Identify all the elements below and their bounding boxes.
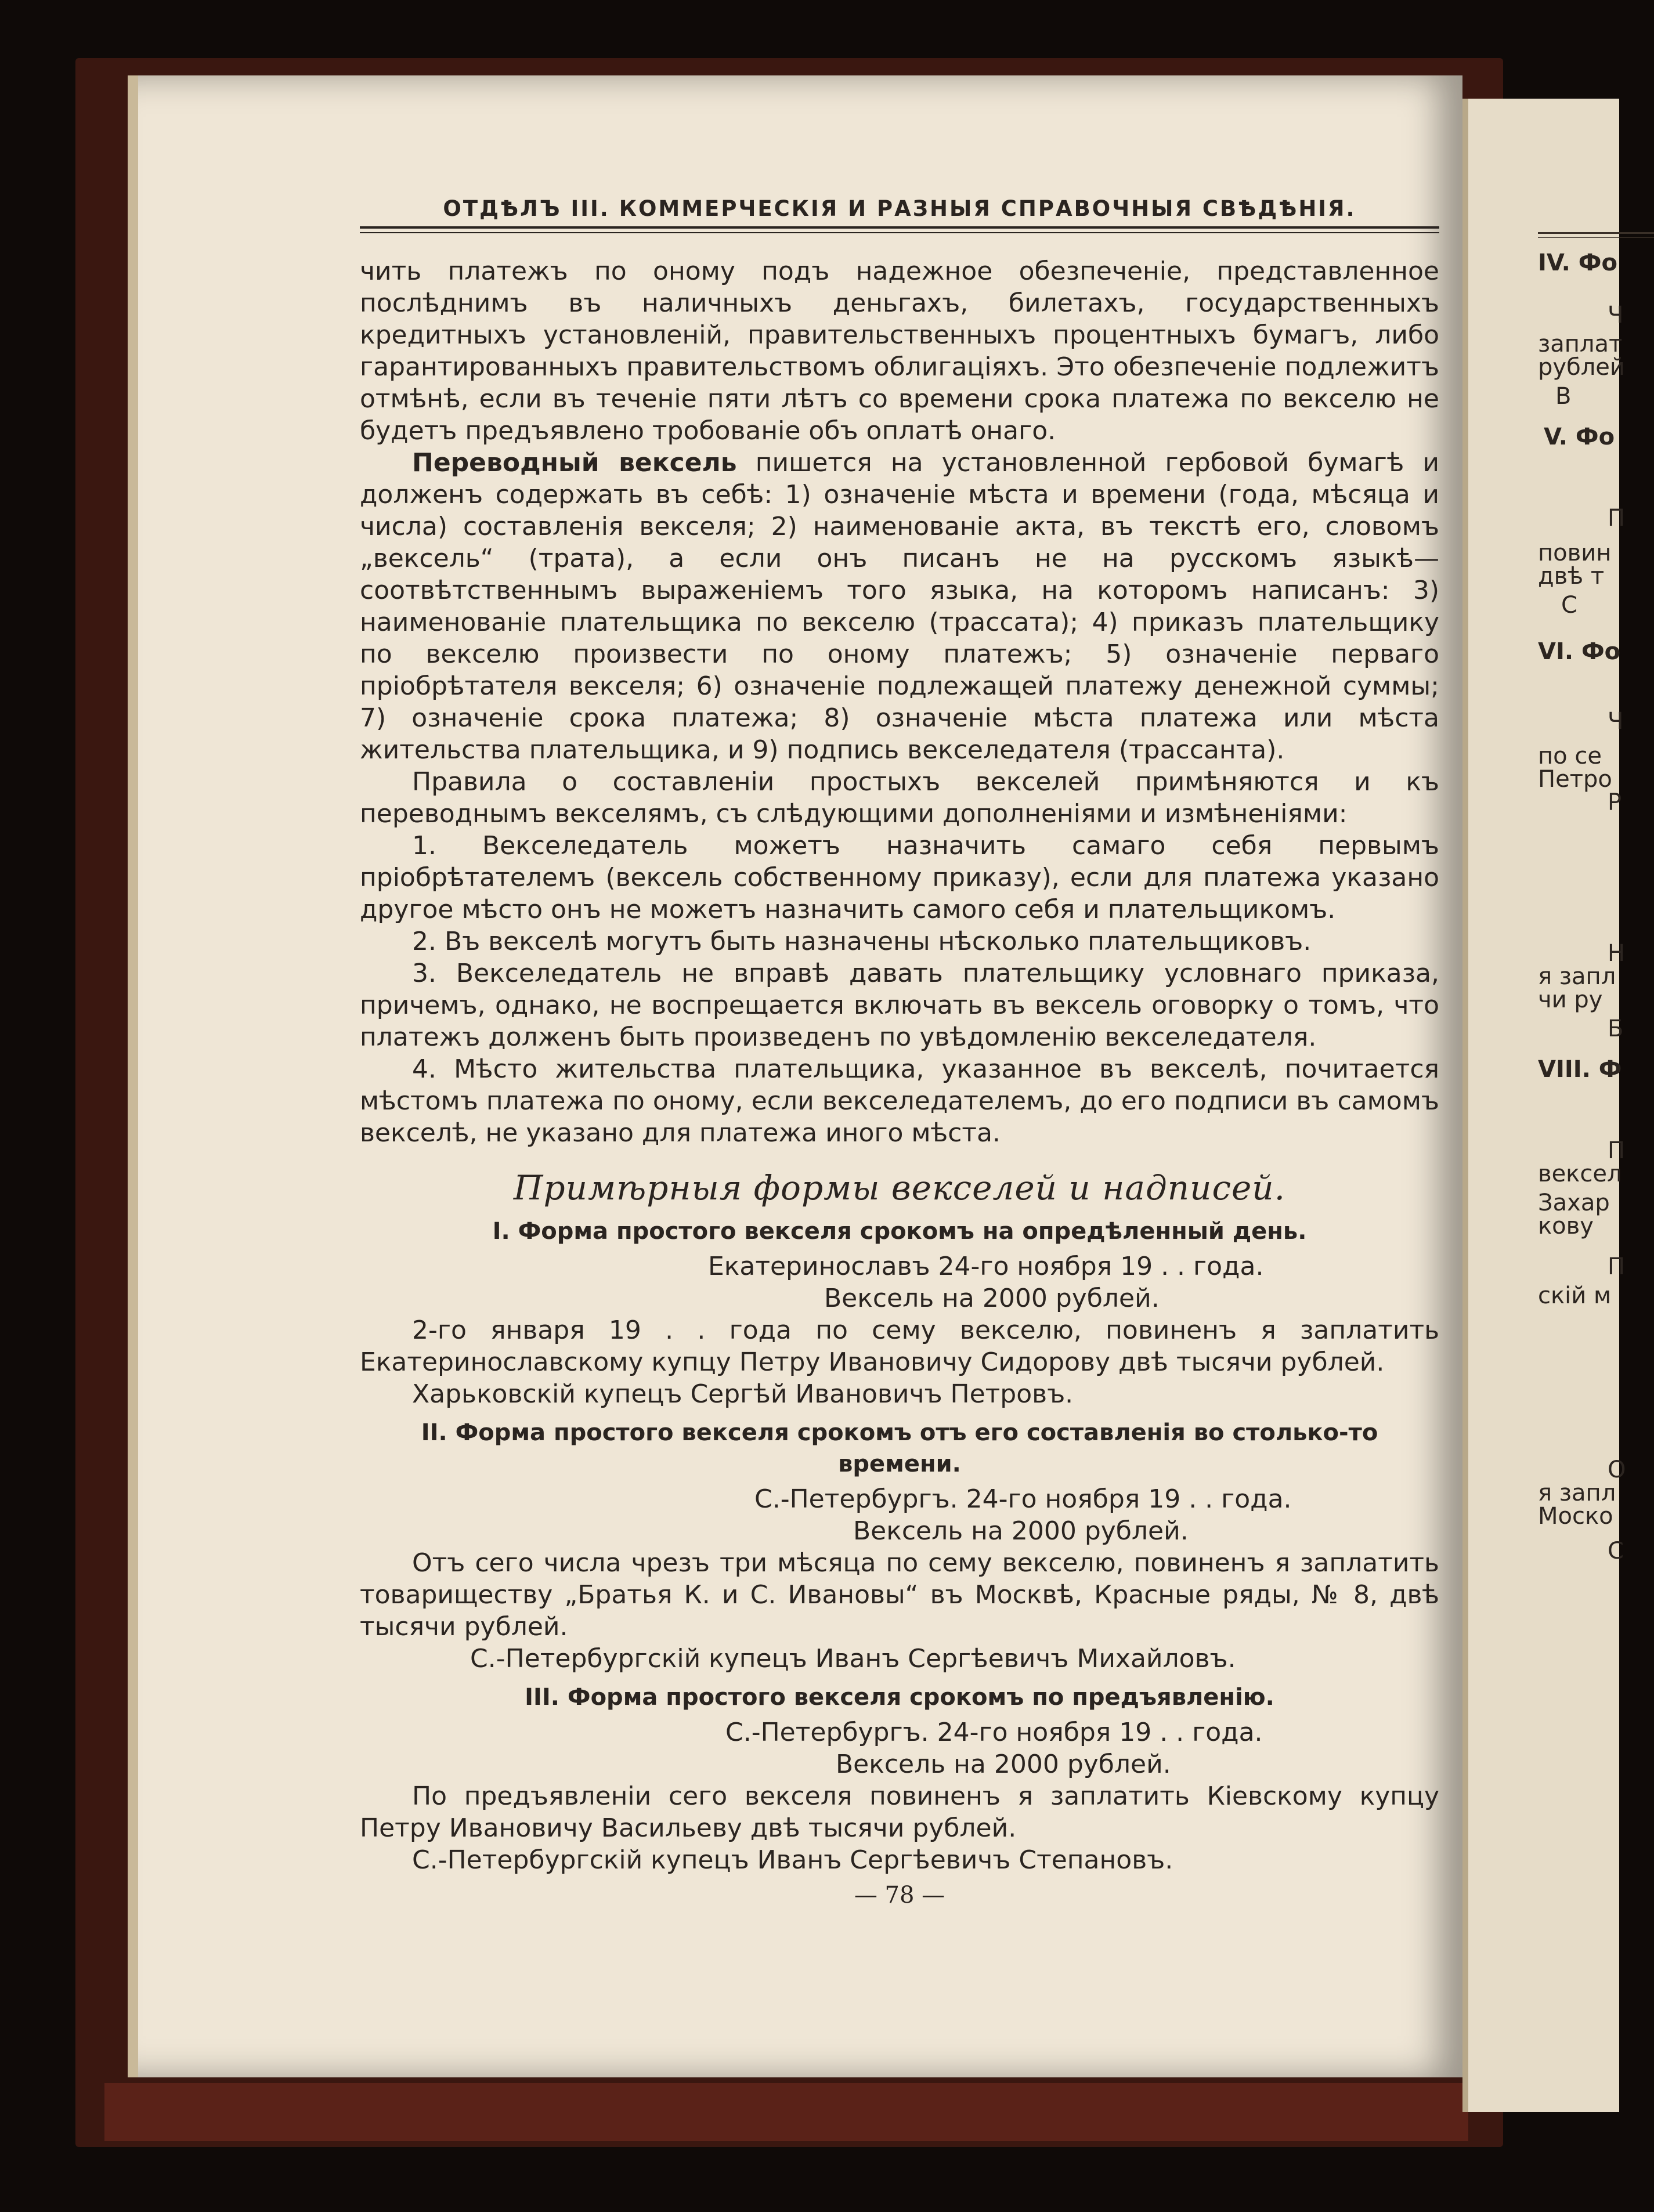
facing-page-fragment: V. Фо: [1544, 424, 1615, 450]
list-item-4: 4. Мѣсто жительства плательщика, указанное въ векселѣ, почитается мѣстомъ платежа по оному, если векселедателемъ, до его подписи въ самомъ векселѣ, не указано для платежа иного мѣста.: [360, 1054, 1439, 1148]
form-1-amount: Вексель на 2000 рублей.: [824, 1284, 1160, 1313]
facing-page-fragment: заплат: [1538, 331, 1623, 357]
facing-page-fragment: VI. Фо: [1538, 638, 1621, 665]
form-3-place-date: С.-Петербургъ. 24-го ноября 19 . . года.: [725, 1718, 1263, 1747]
facing-page-fragment: двѣ т: [1538, 563, 1605, 590]
facing-page-fragment: IV. Фо: [1538, 250, 1617, 276]
facing-page-fragment: чи ру: [1538, 986, 1603, 1013]
section-title: Примѣрныя формы векселей и надписей.: [513, 1168, 1286, 1208]
facing-page-rule: [1538, 232, 1654, 238]
facing-page-fragment: П: [1608, 1253, 1626, 1280]
facing-page-fragment: С: [1561, 592, 1577, 619]
facing-page-fragment: Н: [1608, 940, 1626, 967]
facing-page-fragment: Р: [1608, 789, 1622, 816]
facing-page-fragment: я запл: [1538, 1480, 1616, 1506]
list-item-1: 1. Векселедатель можетъ назначить самаго себя первымъ пріобрѣтателемъ (вексель собственному приказу), если для платежа указано другое мѣсто онъ не можетъ назначить самого себя и плательщикомъ.: [360, 831, 1439, 924]
facing-page-fragment: VIII. Ф: [1538, 1056, 1622, 1083]
page-body: [360, 255, 1439, 1911]
form-1-text: 2-го января 19 . . года по сему векселю, повиненъ я заплатить Екатеринославскому купцу Петру Ивановичу Сидорову двѣ тысячи рублей.: [360, 1315, 1439, 1377]
form-2-place-date: С.-Петербургъ. 24-го ноября 19 . . года.: [754, 1484, 1292, 1514]
list-item-3: 3. Векселедатель не вправѣ давать плательщику условнаго приказа, причемъ, однако, не воспрещается включать въ вексель оговорку о томъ, что платежъ долженъ быть произведенъ по увѣдомленію векселедателя.: [360, 959, 1439, 1052]
facing-page-fragment: я запл: [1538, 963, 1616, 990]
header-rule: [360, 226, 1439, 233]
facing-page-fragment: рублей: [1538, 354, 1625, 381]
facing-page-fragment: С: [1608, 1538, 1624, 1564]
facing-page-fragment: О: [1608, 1456, 1626, 1483]
form-1-title: I. Форма простого векселя срокомъ на опредѣленный день.: [492, 1218, 1307, 1245]
page-number: — 78 —: [854, 1882, 945, 1909]
running-header: ОТДѢЛЪ III. КОММЕРЧЕСКІЯ И РАЗНЫЯ СПРАВОЧНЫЯ СВѢДѢНІЯ.: [443, 196, 1356, 221]
facing-page-fragment: вексел: [1538, 1161, 1622, 1187]
facing-page-fragment: П: [1608, 505, 1626, 532]
form-3-signature: С.-Петербургскій купецъ Иванъ Сергѣевичъ Степановъ.: [412, 1845, 1173, 1875]
facing-page-fragment: Моско: [1538, 1503, 1613, 1530]
facing-page-fragment: по се: [1538, 743, 1602, 769]
facing-page-fragment: повин: [1538, 540, 1612, 566]
facing-page-fragment: Захар: [1538, 1190, 1610, 1216]
paragraph-rules: Правила о составленіи простыхъ векселей примѣняются и къ переводнымъ векселямъ, съ слѣдующими дополненіями и измѣненіями:: [360, 767, 1439, 829]
paragraph-text: пишется на установленной гербовой бумагѣ и долженъ содержать въ себѣ: 1) означеніе мѣста и времени (года, мѣсяца и числа) составленія векселя; 2) наименованіе акта, въ текстѣ его, словомъ „вексель“ (трата), а если онъ писанъ не на русскомъ языкѣ—соотвѣтственнымъ выраженіемъ того языка, на которомъ написанъ: 3) наименованіе плательщика по векселю (трассата); 4) приказъ плательщику по векселю произвести по оному платежъ; 5) означеніе перваго пріобрѣтателя векселя; 6) означеніе подлежащей платежу денежной суммы; 7) означеніе срока платежа; 8) означеніе мѣста платежа или мѣста жительства плательщика, и 9) подпись векселедателя (трассанта).: [360, 448, 1439, 765]
form-3-title: III. Форма простого векселя срокомъ по предъявленію.: [525, 1684, 1274, 1711]
paragraph-continuation: чить платежъ по оному подъ надежное обезпеченіе, представленное послѣднимъ въ наличныхъ деньгахъ, билетахъ, государственныхъ кредитныхъ установленій, правительственныхъ процентныхъ бумагъ, либо гарантированныхъ правительствомъ облигаціяхъ. Это обезпеченіе подлежитъ отмѣнѣ, если въ теченіе пяти лѣтъ со времени срока платежа по векселю не будетъ предъявлено тробованіе объ оплатѣ онаго.: [360, 256, 1439, 446]
facing-page-fragment: Ч: [1608, 708, 1624, 735]
facing-page-fragment: В: [1555, 383, 1572, 410]
facing-page-fragment: Б: [1608, 1015, 1624, 1042]
form-2-amount: Вексель на 2000 рублей.: [853, 1516, 1189, 1546]
form-2-signature: С.-Петербургскій купецъ Иванъ Сергѣевичъ Михайловъ.: [470, 1644, 1236, 1674]
list-item-2: 2. Въ векселѣ могутъ быть назначены нѣсколько плательщиковъ.: [412, 927, 1312, 956]
form-3-amount: Вексель на 2000 рублей.: [836, 1750, 1171, 1779]
facing-page-fragment: кову: [1538, 1213, 1594, 1239]
paragraph-bill-of-exchange: [360, 447, 1439, 766]
form-1-signature: Харьковскій купецъ Сергѣй Ивановичъ Петровъ.: [412, 1379, 1074, 1409]
form-2-text: Отъ сего числа чрезъ три мѣсяца по сему векселю, повиненъ я заплатить товариществу „Братья К. и С. Ивановы“ въ Москвѣ, Красные ряды, № 8, двѣ тысячи рублей.: [360, 1548, 1439, 1642]
facing-page-fragment: П: [1608, 1137, 1626, 1164]
form-3-text: По предъявленіи сего векселя повиненъ я заплатить Кіевскому купцу Петру Ивановичу Васильеву двѣ тысячи рублей.: [360, 1781, 1439, 1843]
page-edge: [128, 75, 138, 2077]
facing-page: [1462, 99, 1626, 2112]
facing-page-fragment: Петро: [1538, 766, 1612, 793]
term-bold: Переводный вексель: [412, 448, 737, 478]
facing-page-fragment: скій м: [1538, 1282, 1612, 1309]
form-1-place-date: Екатеринославъ 24-го ноября 19 . . года.: [708, 1252, 1264, 1281]
facing-page-fragment: Ч: [1608, 302, 1624, 328]
book-cover-bottom: [104, 2083, 1468, 2141]
form-2-title: II. Форма простого векселя срокомъ отъ его составленія во столько-то времени.: [421, 1419, 1378, 1477]
